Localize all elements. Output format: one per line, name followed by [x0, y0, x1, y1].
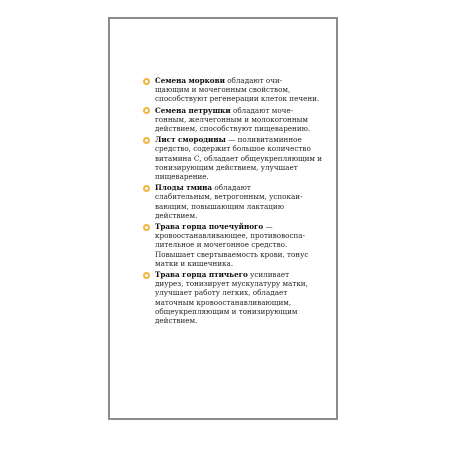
- flower-bullet-icon: [143, 107, 150, 114]
- list-item: [143, 270, 319, 325]
- herb-text: — поливитаминное: [225, 135, 302, 145]
- herb-text: маточным кровоостанавливающим,: [155, 297, 292, 307]
- herb-text: способствуют регенерации клеток печени.: [155, 94, 320, 104]
- herb-list: [143, 76, 323, 327]
- herb-text: улучшает работу легких, обладает: [155, 288, 288, 298]
- herb-name: Семена моркови: [155, 76, 225, 85]
- herb-text: кровоостанавливающее, противовоспа-: [155, 231, 305, 241]
- herb-text: тонизирующим действием, улучшает: [155, 162, 298, 172]
- herb-name: Семена петрушки: [155, 105, 231, 115]
- herb-text: щающим и мочегонным свойством,: [155, 85, 291, 95]
- herb-text: обладают моче-: [230, 105, 294, 115]
- herb-text: действием.: [155, 210, 198, 220]
- herb-text: усиливает: [247, 270, 290, 280]
- list-item: [143, 222, 319, 268]
- herb-text: —: [263, 222, 273, 232]
- flower-bullet-icon: [143, 78, 150, 85]
- herb-text: обладают: [212, 183, 251, 193]
- herb-text: вающим, повышающим лактацию: [155, 201, 284, 211]
- herb-text: обладают очи-: [224, 76, 283, 85]
- herb-name: Лист смородины: [155, 135, 226, 145]
- herb-name: Трава горца птичьего: [155, 270, 248, 280]
- herb-name: Плоды тмина: [155, 183, 213, 193]
- herb-text: средство, содержит большое количество: [155, 144, 311, 154]
- herb-text: витамина С, обладает общеукрепляющим и: [155, 153, 323, 163]
- herb-text: лительное и мочегонное средство.: [155, 240, 288, 250]
- list-item: [143, 135, 323, 182]
- list-item: [143, 106, 319, 134]
- herb-text: пищеварение.: [155, 172, 209, 182]
- herb-name: Трава горца почечуйного: [155, 222, 264, 232]
- herb-text: матки и кишечника.: [155, 258, 234, 268]
- herb-text: действием.: [155, 316, 198, 326]
- herb-text: диурез, тонизирует мускулатуру матки,: [155, 279, 308, 289]
- herb-text: слабительным, ветрогонным, успокаи-: [155, 192, 303, 202]
- herb-text: общеукрепляющим и тонизирующим: [155, 306, 298, 316]
- flower-bullet-icon: [143, 185, 150, 192]
- list-item: [143, 76, 319, 104]
- flower-bullet-icon: [143, 224, 150, 231]
- list-item: [143, 183, 319, 220]
- herb-text: действием, способствуют пищеварению.: [155, 124, 311, 134]
- flower-bullet-icon: [143, 272, 150, 279]
- book-page: [108, 17, 338, 420]
- herb-text: гонным, желчегонным и молокогонным: [155, 114, 308, 124]
- herb-text: Повышает свертываемость крови, тонус: [155, 249, 309, 259]
- flower-bullet-icon: [143, 137, 150, 144]
